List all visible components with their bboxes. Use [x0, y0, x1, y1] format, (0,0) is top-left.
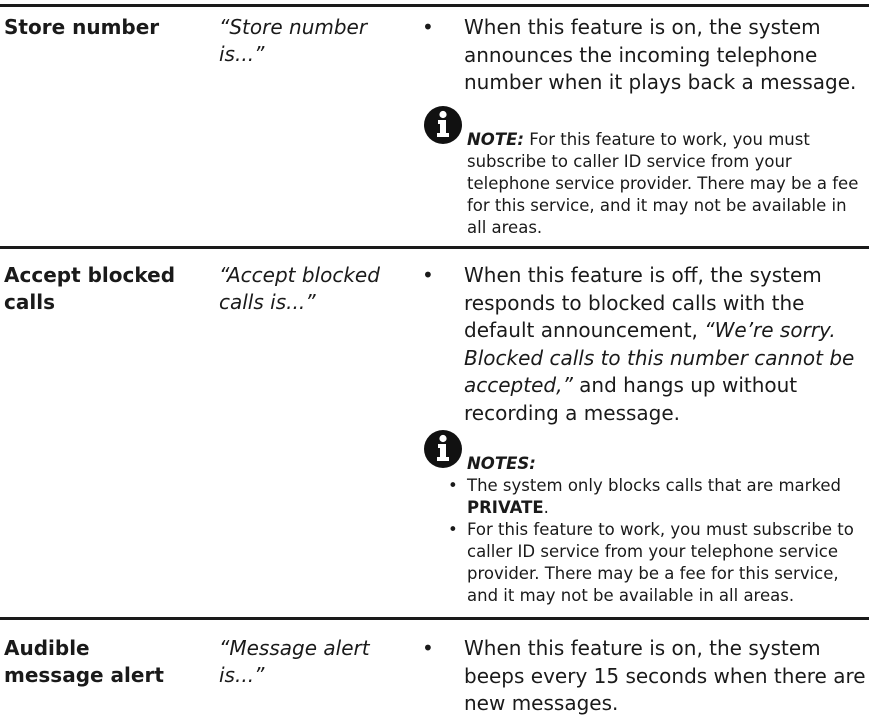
voice-prompt: “Accept blocked calls is...” [219, 263, 380, 314]
voice-prompt: “Store number is...” [219, 15, 368, 66]
bullet: • [448, 476, 458, 495]
bullet: • [422, 636, 434, 660]
notes-title: NOTES: [467, 454, 536, 473]
default-announcement-quote: “We’re sorry. Blocked calls to this number cannot be accepted,” [464, 318, 855, 397]
note-text [467, 129, 867, 239]
private-label: PRIVATE [467, 498, 544, 517]
voice-prompt: “Message alert is...” [219, 636, 370, 687]
feature-description: When this feature is on, the system announces the incoming telephone number when it plays back a message. [464, 15, 857, 94]
table-divider [0, 4, 869, 7]
bullet: • [422, 15, 434, 39]
info-icon [422, 428, 464, 470]
feature-description: When this feature is on, the system beeps every 15 seconds when there are new messages. [464, 636, 866, 715]
table-divider [0, 617, 869, 620]
table-divider [0, 246, 869, 249]
feature-name: Audible message alert [4, 636, 164, 687]
feature-description [464, 262, 869, 427]
list-item: • The system only blocks calls that are marked PRIVATE. [448, 476, 842, 517]
bullet: • [422, 263, 434, 287]
bullet: • [448, 520, 458, 539]
info-icon [422, 104, 464, 146]
notes-list [422, 475, 872, 607]
feature-name: Store number [4, 15, 160, 39]
note-body-text: For this feature to work, you must subscribe to caller ID service from your telephone service provider. There may be a fee for this service, and it may not be available in all areas. [467, 130, 859, 237]
list-item: • For this feature to work, you must subscribe to caller ID service from your telephone service provider. There may be a fee for this service, and it may not be available in all areas. [448, 520, 854, 605]
description-text: When this feature is off, the system responds to blocked calls with the default announcement, [464, 263, 822, 342]
note-title: NOTE: [467, 130, 524, 149]
description-text-end: and hangs up without recording a message. [464, 373, 798, 425]
feature-name: Accept blocked calls [4, 263, 176, 314]
